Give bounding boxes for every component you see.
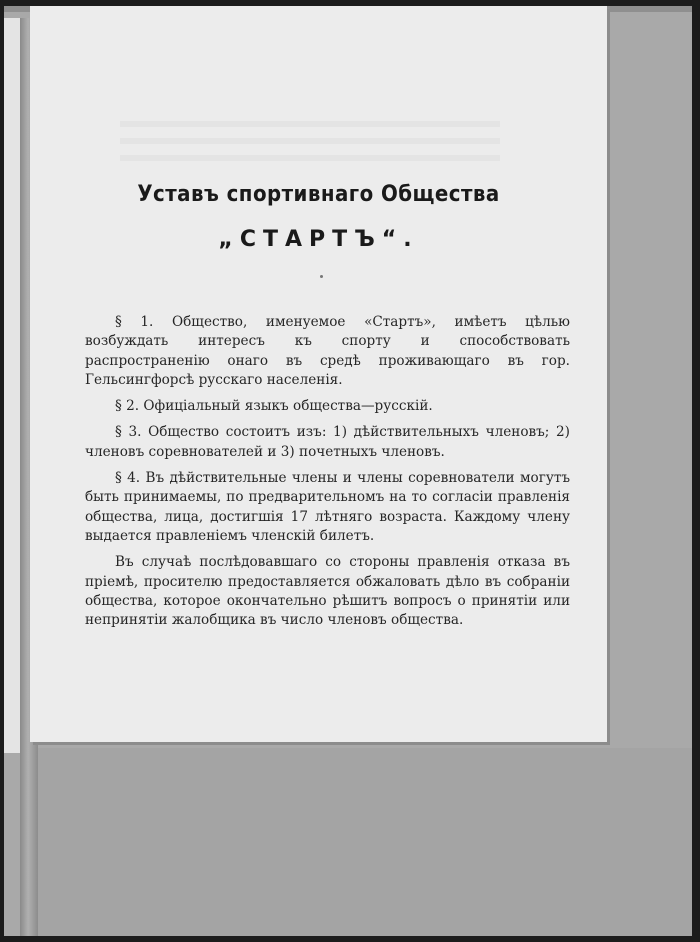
ink-bleed-through	[120, 121, 500, 171]
paragraph-2: § 2. Офиціальный языкъ общества—русскій.	[115, 398, 433, 415]
society-name: „СТАРТЪ“.	[218, 227, 419, 252]
page-speck	[320, 275, 323, 278]
paragraph-1: § 1. Общество, именуемое «Стартъ», имѣетъ цѣлью возбуждать интересъ къ спорту и способствовать распространенію онаго въ средѣ проживающаго въ гор. Гельсингфорсѣ русскаго населенія.	[85, 314, 570, 388]
document-title: Уставъ спортивнаго Общества	[137, 182, 500, 207]
paragraph-5: Въ случаѣ послѣдовавшаго со стороны правленія отказа въ пріемѣ, просителю предоставляется обжаловать дѣло въ собраніи общества, которое окончательно рѣшитъ вопросъ о принятіи или непринятіи жалобщика въ число членовъ общества.	[85, 554, 570, 629]
paragraph-3: § 3. Общество состоитъ изъ: 1) дѣйствительныхъ членовъ; 2) членовъ соревнователей и 3) почетныхъ членовъ.	[85, 424, 570, 460]
cover-board	[38, 748, 692, 936]
document-body	[85, 313, 570, 637]
document-page	[30, 6, 607, 742]
paragraph-4: § 4. Въ дѣйствительные члены и члены соревнователи могутъ быть принимаемы, по предварительномъ на то согласіи правленія общества, лица, достигшія 17 лѣтняго возраста. Каждому члену выдается правленіемъ членскій билетъ.	[85, 470, 570, 544]
